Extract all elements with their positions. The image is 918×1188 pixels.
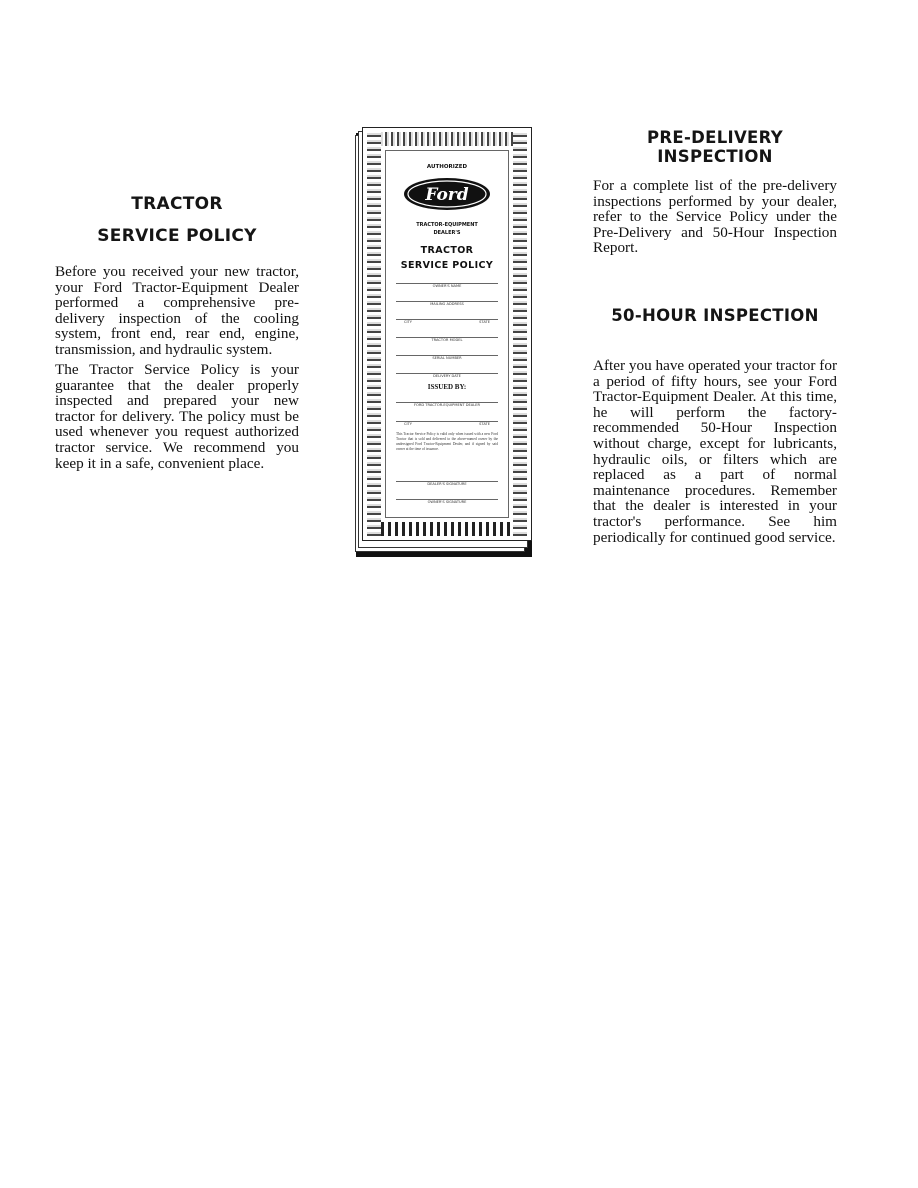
- city-label: CITY: [404, 320, 412, 324]
- booklet-cover-panel: [385, 150, 509, 518]
- dealer-label-line1: TRACTOR-EQUIPMENT: [416, 222, 478, 228]
- booklet-title: [386, 243, 508, 273]
- pre-delivery-paragraph: For a complete list of the pre-delivery inspections performed by your dealer, refer to the Service Policy under the Pre-Delivery and 50-Hour Inspection Report.: [593, 177, 837, 257]
- issued-by-label: ISSUED BY:: [427, 383, 467, 391]
- dealer-state-label: STATE: [479, 422, 490, 426]
- ornamental-border-right: [513, 132, 527, 536]
- ornamental-border-bottom: [367, 522, 527, 536]
- dealer-city-label: CITY: [404, 422, 412, 426]
- ford-logo-icon: [403, 177, 491, 211]
- inspection-section: [593, 120, 837, 560]
- service-policy-booklet-illustration: [352, 125, 536, 561]
- ornamental-border-top: [367, 132, 527, 146]
- policy-paragraph: The Tractor Service Policy is your guarantee that the dealer properly inspected and prepared your new tractor for delivery. The policy must be used whenever you request authorized tractor service. We recommend you keep it in a safe, convenient place.: [55, 361, 299, 472]
- owner-signature-field: OWNER'S SIGNATURE: [396, 499, 498, 504]
- ornamental-border-left: [367, 132, 381, 536]
- serial-number-field: SERIAL NUMBER: [396, 355, 498, 360]
- tractor-model-field: TRACTOR MODEL: [396, 337, 498, 342]
- pre-delivery-heading: PRE-DELIVERY INSPECTION: [647, 128, 783, 166]
- dealer-label-line2: DEALER'S: [433, 230, 461, 236]
- booklet-cover: [362, 127, 532, 541]
- section-title-line2: SERVICE POLICY: [97, 226, 257, 246]
- city-state-field: [396, 319, 498, 324]
- dealer-name-field: FORD TRACTOR-EQUIPMENT DEALER: [396, 402, 498, 407]
- svg-text:Ford: Ford: [425, 185, 469, 205]
- authorized-label: AUTHORIZED: [426, 164, 468, 170]
- dealer-label: [386, 221, 508, 237]
- booklet-title-line2: SERVICE POLICY: [400, 260, 494, 271]
- dealer-signature-field: DEALER'S SIGNATURE: [396, 481, 498, 486]
- section-title-line1: TRACTOR: [131, 194, 223, 214]
- policy-fine-print: This Tractor Service Policy is valid only when issued with a new Ford Tractor that is sold and delivered to the above-named owner by the undersigned Ford Tractor-Equipment Dealer, and if signed by said owner at the time of issuance.: [396, 432, 498, 451]
- fifty-hour-heading: 50-HOUR INSPECTION: [611, 306, 819, 325]
- fifty-hour-paragraph: After you have operated your tractor for a period of fifty hours, see your Ford Tractor-Equipment Dealer. At this time, he will perform the factory-recommended 50-Hour Inspection without charge, except for lubricants, hydraulic oils, or filters which are replaced as a part of normal maintenance procedures. Remember that the dealer is interested in your tractor's performance. See him periodically for continued good service.: [593, 357, 837, 546]
- state-label: STATE: [479, 320, 490, 324]
- delivery-date-field: DELIVERY DATE: [396, 373, 498, 378]
- dealer-city-state-field: [396, 421, 498, 426]
- owner-name-field: OWNER'S NAME: [396, 283, 498, 288]
- intro-paragraph: Before you received your new tractor, your Ford Tractor-Equipment Dealer performed a comprehensive pre-delivery inspection of the cooling system, front end, rear end, engine, transmission, and hydraulic system.: [55, 263, 299, 358]
- mailing-address-field: MAILING ADDRESS: [396, 301, 498, 306]
- booklet-title-line1: TRACTOR: [420, 245, 474, 256]
